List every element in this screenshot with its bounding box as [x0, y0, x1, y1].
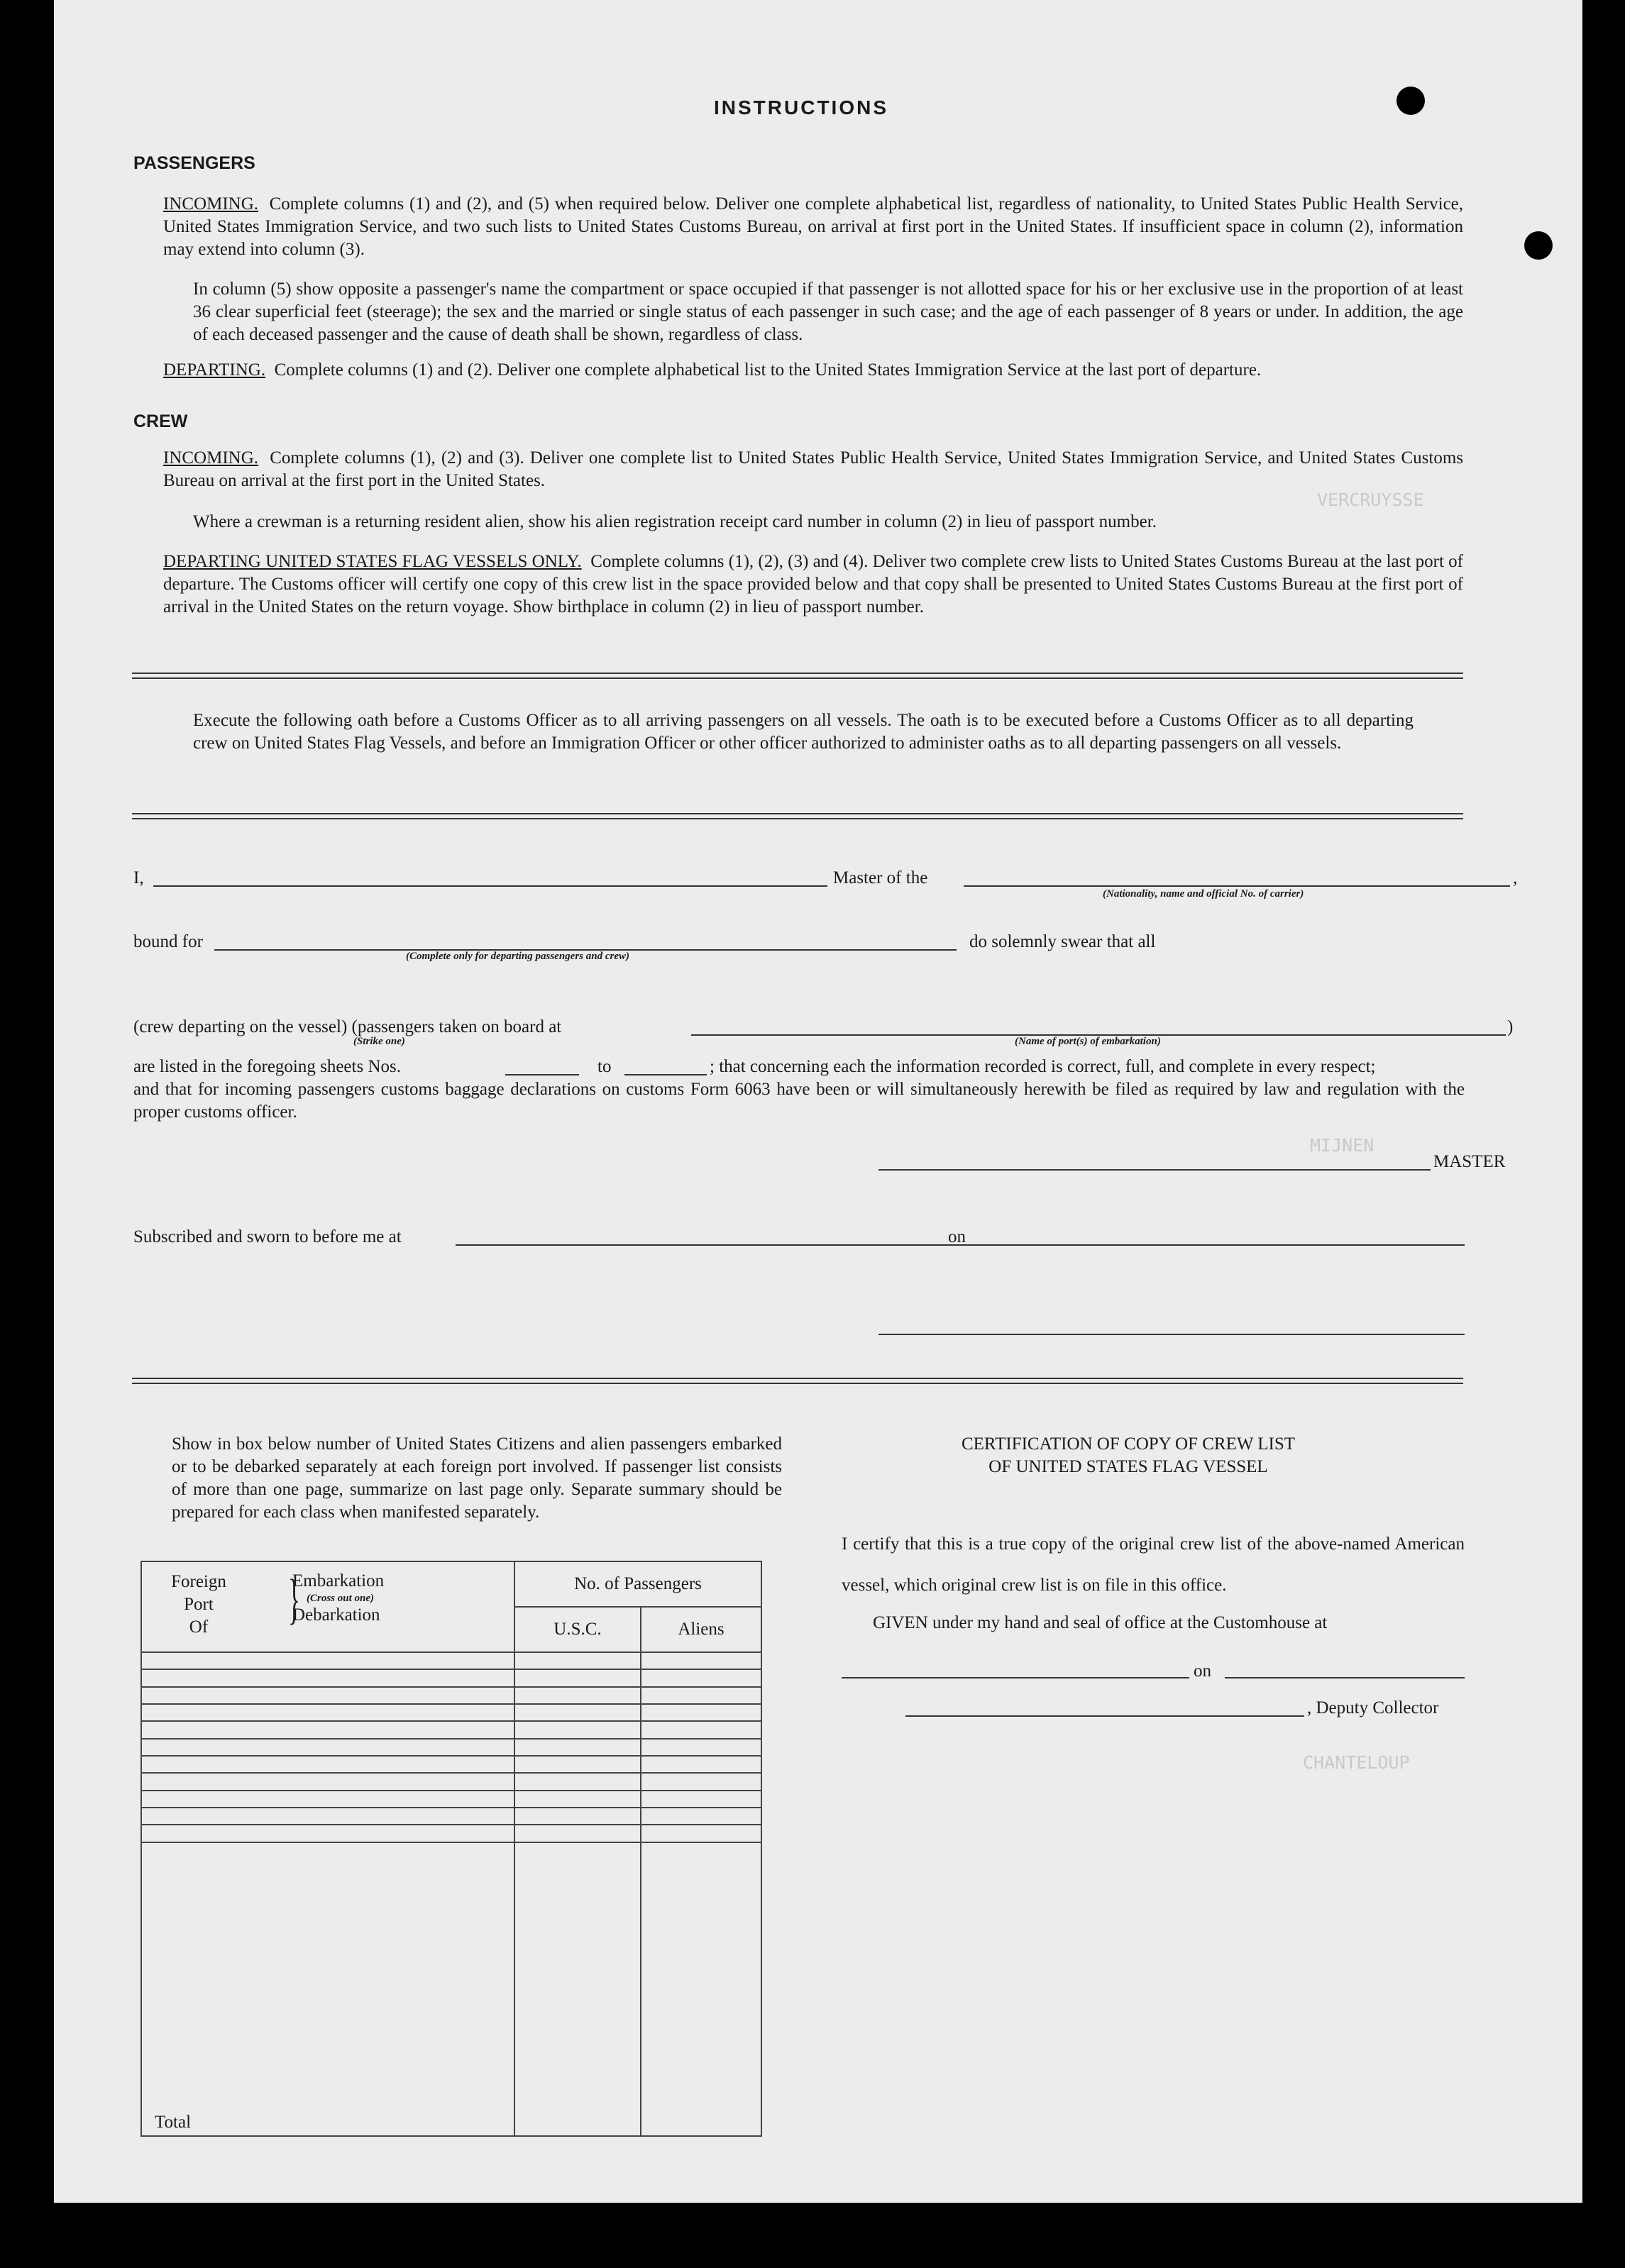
master-signature-field[interactable]: [878, 1169, 1431, 1171]
strike-line-label: (crew departing on the vessel) (passengers taken on board at: [133, 1017, 562, 1036]
comma: ,: [1513, 868, 1518, 887]
column5-paragraph: In column (5) show opposite a passenger's name the compartment or space occupied if that passenger is not allotted space for his or her exclusive use in the proportion of at least 36 clear superficial feet (steerage); the sex and the married or single status of each passenger in such case; and the age of each passenger of 8 years or under. In addition, the age of each deceased passenger and the cause of death shall be shown, regardless of class.: [193, 280, 1463, 344]
bound-for-note: (Complete only for departing passengers and crew): [406, 951, 629, 962]
table-row: [141, 1773, 761, 1790]
col-foreign: Foreign: [171, 1572, 226, 1591]
passengers-heading: PASSENGERS: [133, 153, 255, 173]
bound-for-label: bound for: [133, 932, 203, 951]
certification-on-label: on: [1194, 1661, 1211, 1681]
table-row: [141, 1825, 761, 1842]
table-row: [141, 1721, 761, 1738]
vessel-field-note: (Nationality, name and official No. of carrier): [1103, 888, 1304, 900]
passengers-incoming-label: INCOMING.: [163, 194, 259, 214]
bleed-through-text: CHANTELOUP: [1303, 1752, 1410, 1773]
section-divider: [132, 673, 1463, 679]
sworn-on-label: on: [948, 1227, 966, 1246]
certification-text: I certify that this is a true copy of the original crew list of the above-named American vessel, which original crew list is on file in this office.: [842, 1534, 1465, 1595]
oath-intro: Execute the following oath before a Customs Officer as to all arriving passengers on all vessels. The oath is to be executed before a Customs Officer as to all departing crew on United States Flag Vessels, and before an Immigration Officer or other officer authorized to administer oaths as to all departing passengers on all vessels.: [193, 711, 1414, 753]
port-header: [141, 1561, 514, 1652]
sheets-to-label: to: [597, 1057, 612, 1076]
sworn-date-field[interactable]: [974, 1244, 1465, 1246]
crew-heading: CREW: [133, 411, 188, 431]
bleed-through-text: VERCRUYSSE: [1317, 489, 1424, 510]
col-aliens: Aliens: [641, 1607, 761, 1652]
table-row: [141, 1739, 761, 1756]
passengers-departing-text: Complete columns (1) and (2). Deliver one complete alphabetical list to the United States Immigration Service at the last port of departure.: [274, 360, 1262, 380]
swear-label: do solemnly swear that all: [969, 932, 1156, 951]
crew-incoming-label: INCOMING.: [163, 448, 259, 468]
table-row: [141, 1687, 761, 1704]
oath-i-label: I,: [133, 868, 144, 887]
passengers-departing-label: DEPARTING.: [163, 360, 266, 380]
crew-alien-paragraph: Where a crewman is a returning resident alien, show his alien registration receipt card number in column (2) in lieu of passport number.: [193, 512, 1157, 531]
section-divider: [132, 813, 1463, 819]
total-row: [141, 1842, 761, 2136]
brace-glyph: }: [288, 1568, 300, 1630]
col-embarkation: Embarkation: [292, 1571, 385, 1591]
certification-date-field[interactable]: [1225, 1677, 1465, 1678]
master-name-field[interactable]: [153, 885, 827, 887]
summary-note: Show in box below number of United States Citizens and alien passengers embarked or to be debarked separately at each foreign port involved. If passenger list consists of more than one page, summarize on last page only. Separate summary should be prepared for each class when manifested separately.: [172, 1434, 782, 1522]
punch-hole: [1397, 87, 1425, 115]
deputy-collector-label: , Deputy Collector: [1307, 1698, 1439, 1717]
customhouse-field[interactable]: [842, 1677, 1189, 1678]
passengers-incoming-text: Complete columns (1) and (2), and (5) when required below. Deliver one complete alphabetical list, regardless of nationality, to United States Public Health Service, United States Immigration Service, and two such lists to United States Customs Bureau, on arrival at first port in the United States. If insufficient space in column (2), information may extend into column (3).: [163, 194, 1464, 259]
passengers-incoming-paragraph: [163, 193, 1463, 261]
passengers-departing-paragraph: [163, 359, 1463, 382]
sheets-to-field[interactable]: [624, 1074, 707, 1075]
table-row: [141, 1791, 761, 1808]
punch-hole: [1524, 231, 1553, 260]
officer-signature-field[interactable]: [878, 1334, 1465, 1335]
crew-departing-label: DEPARTING UNITED STATES FLAG VESSELS ONLY.: [163, 552, 582, 571]
col-usc: U.S.C.: [514, 1607, 641, 1652]
table-row: [141, 1652, 761, 1669]
col-of: Of: [189, 1617, 209, 1637]
crew-incoming-text: Complete columns (1), (2) and (3). Deliver one complete list to United States Public Health Service, United States Immigration Service, and United States Customs Bureau on arrival at the first port in the United States.: [163, 448, 1464, 490]
page-title: INSTRUCTIONS: [714, 96, 888, 118]
vessel-field[interactable]: [964, 885, 1510, 887]
crew-incoming-paragraph: [163, 447, 1463, 492]
col-debarkation: Debarkation: [292, 1605, 380, 1625]
deputy-collector-signature-field[interactable]: [905, 1715, 1304, 1717]
master-of-label: Master of the: [833, 868, 928, 887]
certification-heading-2: OF UNITED STATES FLAG VESSEL: [988, 1457, 1268, 1476]
document-sheet: [54, 0, 1582, 2203]
section-divider: [132, 1378, 1463, 1384]
passenger-summary-table: [141, 1561, 762, 2137]
col-passengers: No. of Passengers: [514, 1561, 761, 1607]
subscribed-label: Subscribed and sworn to before me at: [133, 1227, 402, 1246]
close-paren: ): [1507, 1017, 1514, 1036]
table-row: [141, 1669, 761, 1686]
given-text: GIVEN under my hand and seal of office at the Customhouse at: [873, 1613, 1328, 1632]
embarkation-note: (Name of port(s) of embarkation): [1015, 1036, 1161, 1047]
table-row: [141, 1704, 761, 1721]
table-row: [141, 1808, 761, 1825]
sheets-from-field[interactable]: [505, 1074, 579, 1075]
col-crossout: (Cross out one): [307, 1593, 375, 1604]
master-label: MASTER: [1433, 1152, 1506, 1171]
table-row: [141, 1756, 761, 1773]
sheets-rest-text-2: and that for incoming passengers customs baggage declarations on customs Form 6063 have been or will simultaneously herewith be filed as required by law and regulation with the proper customs officer.: [133, 1080, 1465, 1122]
crew-departing-text: Complete columns (1), (2), (3) and (4). Deliver two complete crew lists to United States Customs Bureau at the last port of departure. The Customs officer will certify one copy of this crew list in the space provided below and that copy shall be presented to United States Customs Bureau at the first port of arrival in the United States on the return voyage. Show birthplace in column (2) in lieu of passport number.: [163, 552, 1464, 616]
col-port: Port: [184, 1595, 214, 1614]
sheets-rest-text: ; that concerning each the information recorded is correct, full, and complete in every respect;: [710, 1057, 1376, 1076]
certification-heading-1: CERTIFICATION OF COPY OF CREW LIST: [961, 1434, 1296, 1454]
sworn-place-field[interactable]: [456, 1244, 979, 1246]
strike-note: (Strike one): [353, 1036, 405, 1047]
total-label: Total: [141, 1842, 514, 2136]
sheets-label: are listed in the foregoing sheets Nos.: [133, 1057, 401, 1076]
crew-departing-paragraph: [163, 551, 1463, 619]
bleed-through-text: MIJNEN: [1310, 1135, 1375, 1156]
